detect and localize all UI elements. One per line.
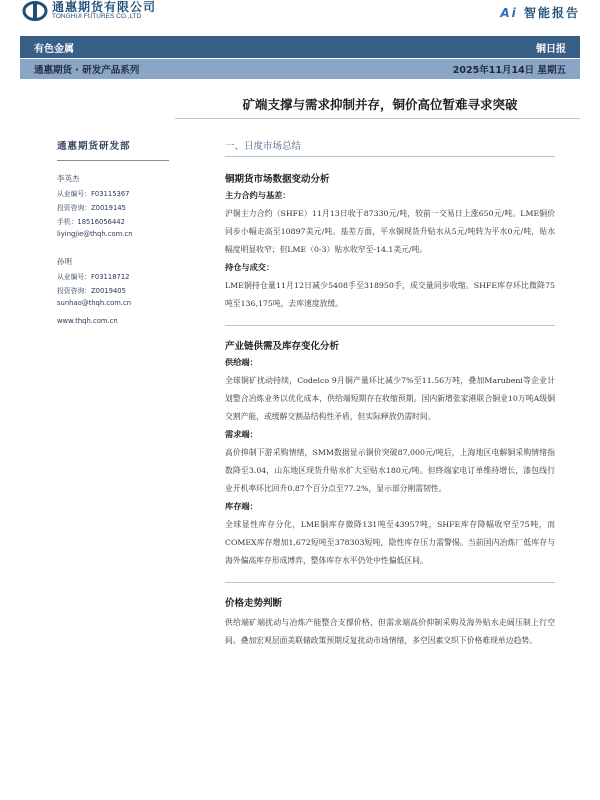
ai-brand-text: 智能报告 (523, 6, 580, 20)
analyst-license: 从业编号：F03118712 (57, 273, 130, 281)
section-title: 一、日度市场总结 (225, 141, 302, 152)
chain-subheading-inventory: 库存端： (225, 501, 258, 511)
report-headline: 矿端支撑与需求抑制并存，铜价高位暂难寻求突破 (242, 97, 518, 112)
company-name-cn: 通惠期货有限公司 (52, 0, 157, 15)
sidebar-divider (57, 160, 169, 161)
analyst-email[interactable]: liyingjie@thqh.com.cn (57, 230, 133, 238)
block-divider (225, 582, 555, 583)
analyst-phone: 手机：18516056442 (57, 218, 125, 226)
headline-divider (175, 118, 580, 119)
futures-heading: 铜期货市场数据变动分析 (225, 174, 330, 185)
analyst-consult-license: 投资咨询：Z0019145 (57, 204, 126, 212)
category-band (20, 36, 580, 58)
report-date: 2025年11月14日 星期五 (452, 65, 566, 76)
series-label: 通惠期货 · 研发产品系列 (34, 65, 140, 76)
analyst-name: 李英杰 (57, 174, 80, 183)
section-divider (225, 156, 555, 157)
company-website-link[interactable]: www.thqh.com.cn (57, 317, 118, 325)
category-label: 有色金属 (34, 43, 74, 55)
company-name-en: TONGHUI FUTURES CO.,LTD (52, 13, 142, 21)
futures-position-paragraph: LME铜持仓量11月12日减少5408手至318950手，成交量同步收缩。SHFE库存环比微降75吨至136,175吨，去库速度放缓。 (225, 281, 555, 308)
futures-subheading-position: 持仓与成交： (225, 262, 275, 272)
futures-basis-paragraph: 沪铜主力合约（SHFE）11月13日收于87330元/吨，较前一交易日上涨650元/吨。LME铜价同步小幅走高至10897美元/吨。基差方面，平水铜现货升贴水从5元/吨转为平水0元/吨，贴水幅度明显收窄；但LME（0-3）贴水收窄至-14.1美元/吨。 (225, 209, 555, 254)
analyst-name: 孙明 (57, 257, 72, 266)
series-band (20, 59, 580, 79)
analyst-license: 从业编号：F03115367 (57, 190, 130, 198)
analyst-sidebar (57, 138, 175, 325)
chain-heading: 产业链供需及库存变化分析 (225, 341, 340, 352)
chain-demand-paragraph: 高价抑制下游采购情绪，SMM数据显示铜价突破87,000元/吨后，上海地区电解铜采购情绪指数降至3.04，山东地区现货升贴水扩大至贴水180元/吨。但终端家电订单维持增长，漆包线行业开机率环比回升0.87个百分点至77.2%，显示部分刚需韧性。 (225, 448, 555, 493)
ai-brand-mark: Ai (500, 6, 518, 20)
trend-heading: 价格走势判断 (225, 598, 283, 609)
company-logo (22, 0, 156, 22)
chain-subheading-supply: 供给端： (225, 357, 258, 367)
trend-paragraph: 供给端矿端扰动与冶炼产能整合支撑价格，但需求端高价抑制采购及海外贴水走阔压制上行空间。叠加宏观层面美联储政策预期反复扰动市场情绪，多空因素交织下价格难现单边趋势。 (225, 618, 555, 645)
chain-subheading-demand: 需求端： (225, 429, 258, 439)
ai-report-brand (500, 4, 580, 21)
analyst-email[interactable]: sunhao@thqh.com.cn (57, 299, 132, 307)
report-type-label: 铜日报 (536, 43, 566, 55)
block-divider (225, 325, 555, 326)
report-body (225, 138, 555, 650)
analyst-consult-license: 投资咨询：Z0019405 (57, 287, 126, 295)
chain-supply-paragraph: 全球铜矿扰动持续，Codelco 9月铜产量环比减少7%至11.56万吨，叠加Marubeni等企业计划整合冶炼业务以优化成本，供给端短期存在收缩预期。国内新增张家港联合铜业10万吨A级铜交割产能，或缓解交割品结构性矛盾，但实际释放仍需时间。 (225, 376, 555, 421)
company-logo-icon (22, 1, 48, 21)
sidebar-title: 通惠期货研发部 (57, 141, 131, 152)
chain-inventory-paragraph: 全球显性库存分化，LME铜库存微降131吨至43957吨，SHFE库存降幅收窄至75吨，而COMEX库存增加1,672短吨至378303短吨，隐性库存压力需警惕。当前国内冶炼厂低库存与海外偏高库存形成博弈，整体库存水平仍处中性偏低区间。 (225, 520, 555, 565)
futures-subheading-basis: 主力合约与基差： (225, 190, 291, 200)
